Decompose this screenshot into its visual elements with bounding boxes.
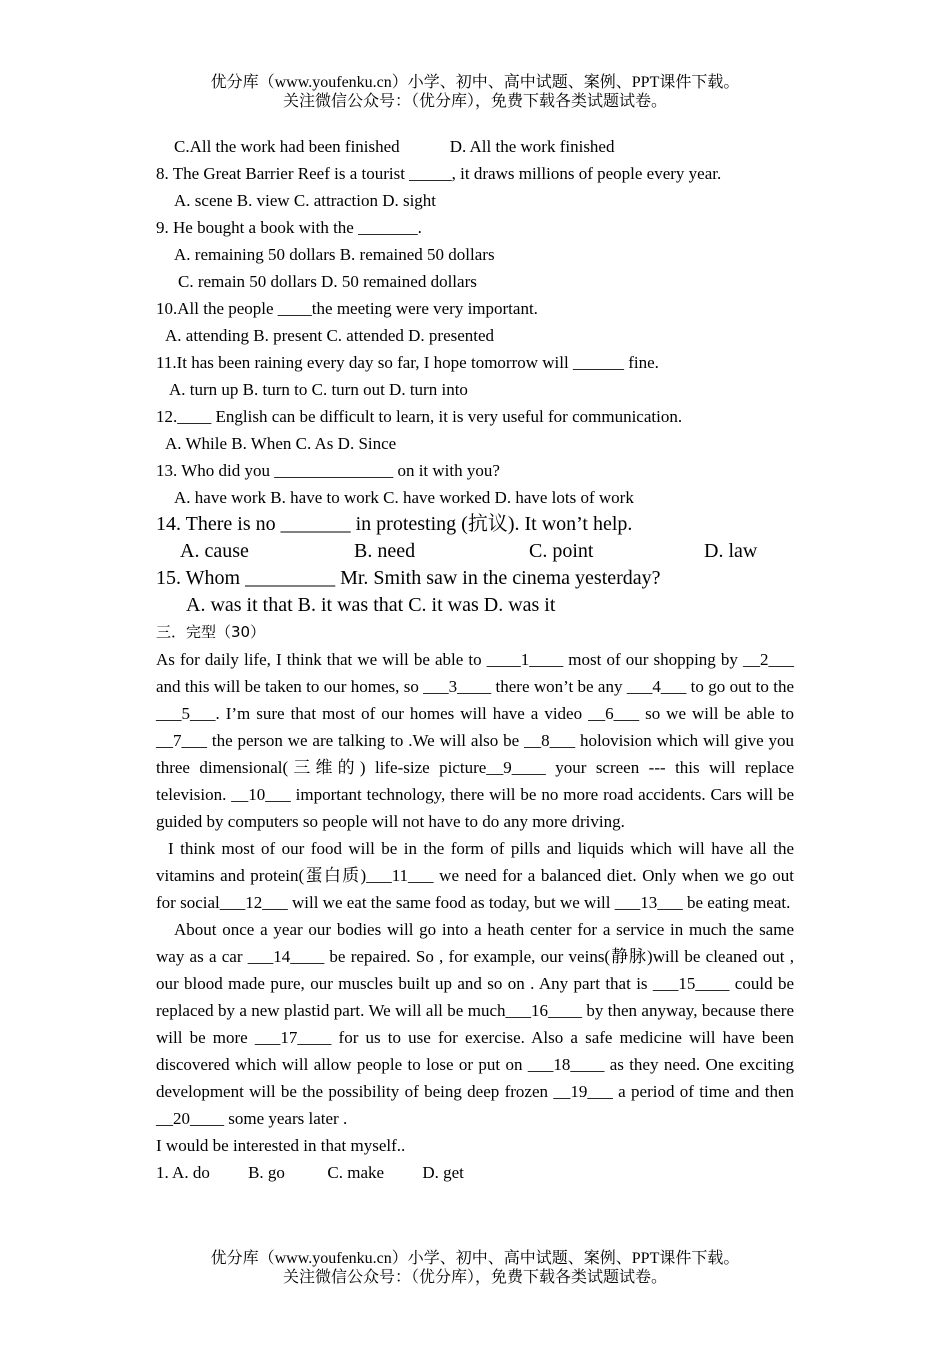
q9-options-1: A. remaining 50 dollars B. remained 50 dollars — [174, 245, 495, 264]
q7-options — [156, 133, 794, 160]
q15-stem: 15. Whom _________ Mr. Smith saw in the cinema yesterday? — [156, 567, 661, 589]
page-header — [0, 73, 950, 111]
q14-option-c: C. point — [529, 540, 594, 562]
q7-option-d: D. All the work finished — [449, 137, 615, 156]
q14-option-a: A. cause — [180, 540, 249, 562]
q7-option-c: C.All the work had been finished — [174, 137, 400, 156]
passage-paragraph-1: As for daily life, I think that we will be able to ____1____ most of our shopping by __2___ and this will be taken to our homes, so ___3____ there won’t be any ___4___ to go out to the ___5___. I’m sure that most of our homes will have a video __6___ so we will be able to __7___ the person we are talking to .We will also be __8___ holovision which will give you three dimensional(三维的) life-size picture__9____ your screen --- this will replace television. __10___ important technology, there will be no more road accidents. Cars will be guided by computers so people will not have to do any more driving. — [156, 650, 794, 831]
q10-options: A. attending B. present C. attended D. presented — [165, 326, 495, 345]
section-3-title: 三．完型（30） — [156, 623, 266, 641]
page-footer — [0, 1249, 950, 1287]
exam-content — [156, 133, 794, 1186]
cloze-passage — [156, 646, 794, 1186]
q14-options — [156, 538, 794, 565]
footer-line-2: 关注微信公众号：（优分库），免费下载各类试题试卷。 — [282, 1269, 667, 1286]
cloze-q1-options: 1. A. do B. go C. make D. get — [156, 1163, 464, 1182]
q12-options: A. While B. When C. As D. Since — [165, 434, 397, 453]
q11-stem: 11.It has been raining every day so far, I hope tomorrow will ______ fine. — [156, 353, 659, 372]
q11-options: A. turn up B. turn to C. turn out D. turn into — [169, 380, 468, 399]
q8-stem: 8. The Great Barrier Reef is a tourist _____, it draws millions of people every year. — [156, 164, 722, 183]
header-line-1: 优分库（www.youfenku.cn）小学、初中、高中试题、案例、PPT课件下载。 — [210, 74, 740, 91]
q10-stem: 10.All the people ____the meeting were very important. — [156, 299, 538, 318]
q8-options: A. scene B. view C. attraction D. sight — [174, 191, 437, 210]
passage-paragraph-4: I would be interested in that myself.. — [156, 1136, 406, 1155]
q14-stem: 14. There is no _______ in protesting (抗议). It won’t help. — [156, 513, 633, 535]
q13-stem: 13. Who did you ______________ on it with you? — [156, 461, 500, 480]
q15-options: A. was it that B. it was that C. it was D. was it — [186, 594, 556, 616]
header-line-2: 关注微信公众号：（优分库），免费下载各类试题试卷。 — [282, 93, 667, 110]
q12-stem: 12.____ English can be difficult to learn, it is very useful for communication. — [156, 407, 683, 426]
passage-paragraph-2: I think most of our food will be in the form of pills and liquids which will have all the vitamins and protein(蛋白质)___11___ we need for a balanced diet. Only when we go out for social___12___ will we eat the same food as today, but we will ___13___ be eating meat. — [156, 839, 794, 912]
q9-options-2: C. remain 50 dollars D. 50 remained dollars — [178, 272, 477, 291]
q14-option-d: D. law — [704, 540, 758, 562]
q14-option-b: B. need — [354, 540, 416, 562]
footer-line-1: 优分库（www.youfenku.cn）小学、初中、高中试题、案例、PPT课件下载。 — [210, 1250, 740, 1267]
q9-stem: 9. He bought a book with the _______. — [156, 218, 422, 237]
q13-options: A. have work B. have to work C. have worked D. have lots of work — [174, 488, 634, 507]
passage-paragraph-3: About once a year our bodies will go into a heath center for a service in much the same way as a car ___14____ be repaired. So , for example, our veins(静脉)will be cleaned out , our blood made pure, our muscles built up and so on . Any part that is ___15____ could be replaced by a new plastid part. We will all be much___16____ by then anyway, because there will be more ___17____ for us to use for exercise. Also a safe medicine will have been discovered which will allow people to lose or put on ___18____ as they need. One exciting development will be the possibility of being deep frozen __19___ a period of time and then __20____ some years later . — [156, 920, 794, 1128]
